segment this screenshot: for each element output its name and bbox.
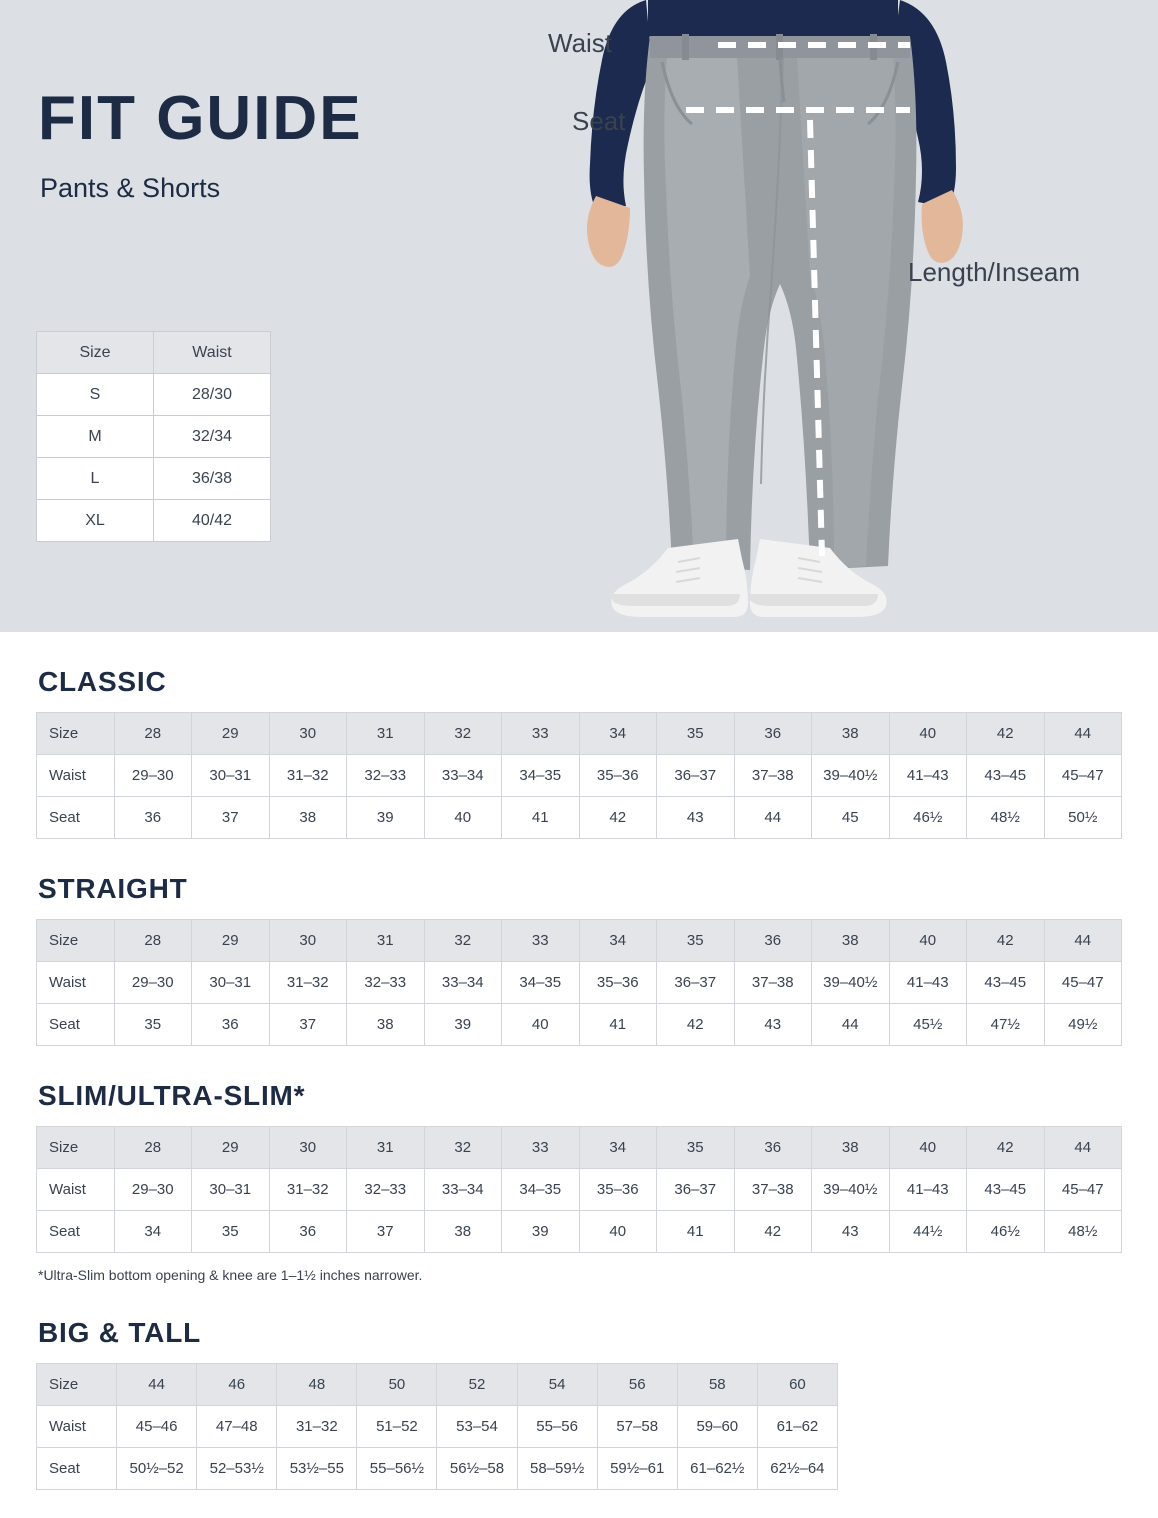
cell: 47–48 [197, 1406, 277, 1448]
cell: 39–40½ [812, 1169, 890, 1211]
cell: 50½–52 [117, 1448, 197, 1490]
column-header: 35 [657, 920, 735, 962]
row-header-waist: Waist [37, 755, 115, 797]
cell: 45 [812, 797, 890, 839]
table-header-row [37, 332, 271, 374]
cell: 45–47 [1044, 962, 1122, 1004]
column-header: 29 [192, 920, 270, 962]
column-header: 36 [734, 920, 812, 962]
cell: 30–31 [192, 1169, 270, 1211]
cell: 30–31 [192, 755, 270, 797]
table-row [37, 1406, 838, 1448]
cell: 31–32 [269, 755, 347, 797]
cell: 36 [114, 797, 192, 839]
cell: 35–36 [579, 962, 657, 1004]
row-header-seat: Seat [37, 1004, 115, 1046]
cell: 39–40½ [812, 755, 890, 797]
cell: 34–35 [502, 755, 580, 797]
cell: 52–53½ [197, 1448, 277, 1490]
cell: 46½ [889, 797, 967, 839]
hero-banner [0, 0, 1158, 632]
table-row [37, 962, 1122, 1004]
column-header-size: Size [37, 1127, 115, 1169]
column-header: 32 [424, 920, 502, 962]
cell: 36 [269, 1211, 347, 1253]
cell: 59½–61 [597, 1448, 677, 1490]
hero-text-block [38, 86, 518, 204]
cell: 31–32 [269, 1169, 347, 1211]
section-title-straight: STRAIGHT [38, 873, 188, 904]
cell: 33–34 [424, 755, 502, 797]
section-title-slim-ultra-slim: SLIM/ULTRA-SLIM* [38, 1080, 306, 1111]
size-table-straight [36, 919, 1122, 1046]
column-header: 29 [192, 1127, 270, 1169]
cell: 56½–58 [437, 1448, 517, 1490]
cell: 42 [734, 1211, 812, 1253]
page-title: FIT GUIDE [38, 84, 363, 153]
page-subtitle: Pants & Shorts [40, 173, 221, 204]
column-header: 31 [347, 1127, 425, 1169]
cell: 39 [347, 797, 425, 839]
section-straight [36, 873, 1122, 1046]
cell: 61–62 [757, 1406, 837, 1448]
cell: 45–46 [117, 1406, 197, 1448]
column-header: 30 [269, 1127, 347, 1169]
column-header: 33 [502, 920, 580, 962]
row-header-waist: Waist [37, 1406, 117, 1448]
column-header: 44 [1044, 713, 1122, 755]
cell: 33–34 [424, 962, 502, 1004]
cell: 38 [424, 1211, 502, 1253]
table-header-row [37, 713, 1122, 755]
column-header: 30 [269, 713, 347, 755]
cell: 35 [192, 1211, 270, 1253]
column-header: 28 [114, 1127, 192, 1169]
section-classic [36, 666, 1122, 839]
column-header: 34 [579, 1127, 657, 1169]
cell: 37–38 [734, 962, 812, 1004]
cell: 41 [579, 1004, 657, 1046]
cell: 40 [502, 1004, 580, 1046]
cell: 43 [734, 1004, 812, 1046]
section-slim-ultra-slim [36, 1080, 1122, 1283]
cell: 40 [579, 1211, 657, 1253]
cell: 46½ [967, 1211, 1045, 1253]
cell: 31–32 [269, 962, 347, 1004]
cell: 29–30 [114, 1169, 192, 1211]
size-chart-sections [0, 666, 1158, 1518]
column-header: 30 [269, 920, 347, 962]
table-row [37, 1004, 1122, 1046]
column-header: 56 [597, 1364, 677, 1406]
cell: 41 [502, 797, 580, 839]
seat-measure-label: Seat [572, 106, 626, 136]
cell: 35–36 [579, 1169, 657, 1211]
table-row [37, 755, 1122, 797]
cell: 41–43 [889, 1169, 967, 1211]
column-header: 32 [424, 1127, 502, 1169]
cell: 41 [657, 1211, 735, 1253]
row-header-waist: Waist [37, 962, 115, 1004]
cell: 45–47 [1044, 1169, 1122, 1211]
table-header-row [37, 1364, 838, 1406]
column-header: 29 [192, 713, 270, 755]
row-header-seat: Seat [37, 1448, 117, 1490]
cell: 51–52 [357, 1406, 437, 1448]
cell: 59–60 [677, 1406, 757, 1448]
cell-size: L [37, 458, 154, 500]
cell: 29–30 [114, 962, 192, 1004]
column-header: 38 [812, 1127, 890, 1169]
cell: 36 [192, 1004, 270, 1046]
column-header: 40 [889, 920, 967, 962]
cell: 37–38 [734, 1169, 812, 1211]
table-row [37, 1211, 1122, 1253]
cell-size: S [37, 374, 154, 416]
cell: 43–45 [967, 755, 1045, 797]
row-header-waist: Waist [37, 1169, 115, 1211]
cell: 36–37 [657, 1169, 735, 1211]
cell: 39 [424, 1004, 502, 1046]
section-title-big-and-tall: BIG & TALL [38, 1317, 202, 1348]
column-header: 44 [1044, 1127, 1122, 1169]
cell: 43 [657, 797, 735, 839]
cell: 58–59½ [517, 1448, 597, 1490]
cell: 53½–55 [277, 1448, 357, 1490]
cell: 32–33 [347, 962, 425, 1004]
cell: 45–47 [1044, 755, 1122, 797]
cell: 31–32 [277, 1406, 357, 1448]
column-header-size: Size [37, 713, 115, 755]
cell: 34–35 [502, 1169, 580, 1211]
column-header-waist: Waist [154, 332, 271, 374]
cell-size: XL [37, 500, 154, 542]
cell: 43–45 [967, 962, 1045, 1004]
cell: 39 [502, 1211, 580, 1253]
row-header-seat: Seat [37, 797, 115, 839]
cell: 44 [812, 1004, 890, 1046]
size-table-slim-ultra-slim [36, 1126, 1122, 1253]
cell: 49½ [1044, 1004, 1122, 1046]
row-header-seat: Seat [37, 1211, 115, 1253]
column-header: 32 [424, 713, 502, 755]
alpha-size-table [36, 331, 271, 542]
column-header: 33 [502, 713, 580, 755]
table-row [37, 1169, 1122, 1211]
cell-waist: 32/34 [154, 416, 271, 458]
column-header: 34 [579, 920, 657, 962]
cell-waist: 40/42 [154, 500, 271, 542]
length-inseam-measure-label: Length/Inseam [908, 257, 1081, 287]
cell: 42 [579, 797, 657, 839]
column-header: 33 [502, 1127, 580, 1169]
column-header: 40 [889, 713, 967, 755]
cell: 41–43 [889, 962, 967, 1004]
cell: 32–33 [347, 1169, 425, 1211]
cell-size: M [37, 416, 154, 458]
column-header: 28 [114, 713, 192, 755]
table-row [37, 1448, 838, 1490]
column-header-size: Size [37, 332, 154, 374]
column-header-size: Size [37, 1364, 117, 1406]
table-row [37, 500, 271, 542]
cell: 34 [114, 1211, 192, 1253]
cell: 47½ [967, 1004, 1045, 1046]
column-header: 42 [967, 713, 1045, 755]
column-header: 28 [114, 920, 192, 962]
column-header: 54 [517, 1364, 597, 1406]
size-table-big-and-tall [36, 1363, 838, 1490]
column-header-size: Size [37, 920, 115, 962]
cell: 38 [347, 1004, 425, 1046]
column-header: 46 [197, 1364, 277, 1406]
cell: 42 [657, 1004, 735, 1046]
table-row [37, 374, 271, 416]
cell: 37 [192, 797, 270, 839]
cell: 37 [347, 1211, 425, 1253]
cell: 37 [269, 1004, 347, 1046]
cell: 43–45 [967, 1169, 1045, 1211]
bottom-spacer [36, 1490, 1122, 1518]
section-big-and-tall [36, 1317, 1122, 1490]
cell: 48½ [1044, 1211, 1122, 1253]
table-row [37, 416, 271, 458]
cell: 29–30 [114, 755, 192, 797]
cell: 41–43 [889, 755, 967, 797]
cell: 45½ [889, 1004, 967, 1046]
column-header: 48 [277, 1364, 357, 1406]
section-title-classic: CLASSIC [38, 666, 167, 697]
cell: 48½ [967, 797, 1045, 839]
column-header: 38 [812, 713, 890, 755]
footnote-ultra-slim: *Ultra-Slim bottom opening & knee are 1–1½ inches narrower. [38, 1267, 423, 1283]
cell-waist: 28/30 [154, 374, 271, 416]
cell: 36–37 [657, 962, 735, 1004]
column-header: 35 [657, 713, 735, 755]
cell-waist: 36/38 [154, 458, 271, 500]
cell: 55–56 [517, 1406, 597, 1448]
cell: 37–38 [734, 755, 812, 797]
column-header: 36 [734, 1127, 812, 1169]
cell: 32–33 [347, 755, 425, 797]
table-row [37, 797, 1122, 839]
cell: 36–37 [657, 755, 735, 797]
table-header-row [37, 920, 1122, 962]
cell: 39–40½ [812, 962, 890, 1004]
cell: 57–58 [597, 1406, 677, 1448]
column-header: 31 [347, 713, 425, 755]
cell: 44½ [889, 1211, 967, 1253]
column-header: 60 [757, 1364, 837, 1406]
column-header: 58 [677, 1364, 757, 1406]
table-row [37, 458, 271, 500]
model-photo [500, 0, 1060, 632]
table-header-row [37, 1127, 1122, 1169]
waist-measure-label: Waist [548, 28, 613, 58]
cell: 43 [812, 1211, 890, 1253]
column-header: 44 [117, 1364, 197, 1406]
cell: 44 [734, 797, 812, 839]
cell: 50½ [1044, 797, 1122, 839]
cell: 35–36 [579, 755, 657, 797]
cell: 38 [269, 797, 347, 839]
column-header: 35 [657, 1127, 735, 1169]
cell: 34–35 [502, 962, 580, 1004]
column-header: 36 [734, 713, 812, 755]
cell: 53–54 [437, 1406, 517, 1448]
column-header: 38 [812, 920, 890, 962]
cell: 61–62½ [677, 1448, 757, 1490]
column-header: 52 [437, 1364, 517, 1406]
column-header: 50 [357, 1364, 437, 1406]
cell: 40 [424, 797, 502, 839]
column-header: 42 [967, 1127, 1045, 1169]
column-header: 44 [1044, 920, 1122, 962]
size-table-classic [36, 712, 1122, 839]
cell: 55–56½ [357, 1448, 437, 1490]
cell: 62½–64 [757, 1448, 837, 1490]
cell: 35 [114, 1004, 192, 1046]
column-header: 34 [579, 713, 657, 755]
column-header: 42 [967, 920, 1045, 962]
cell: 33–34 [424, 1169, 502, 1211]
column-header: 40 [889, 1127, 967, 1169]
column-header: 31 [347, 920, 425, 962]
cell: 30–31 [192, 962, 270, 1004]
